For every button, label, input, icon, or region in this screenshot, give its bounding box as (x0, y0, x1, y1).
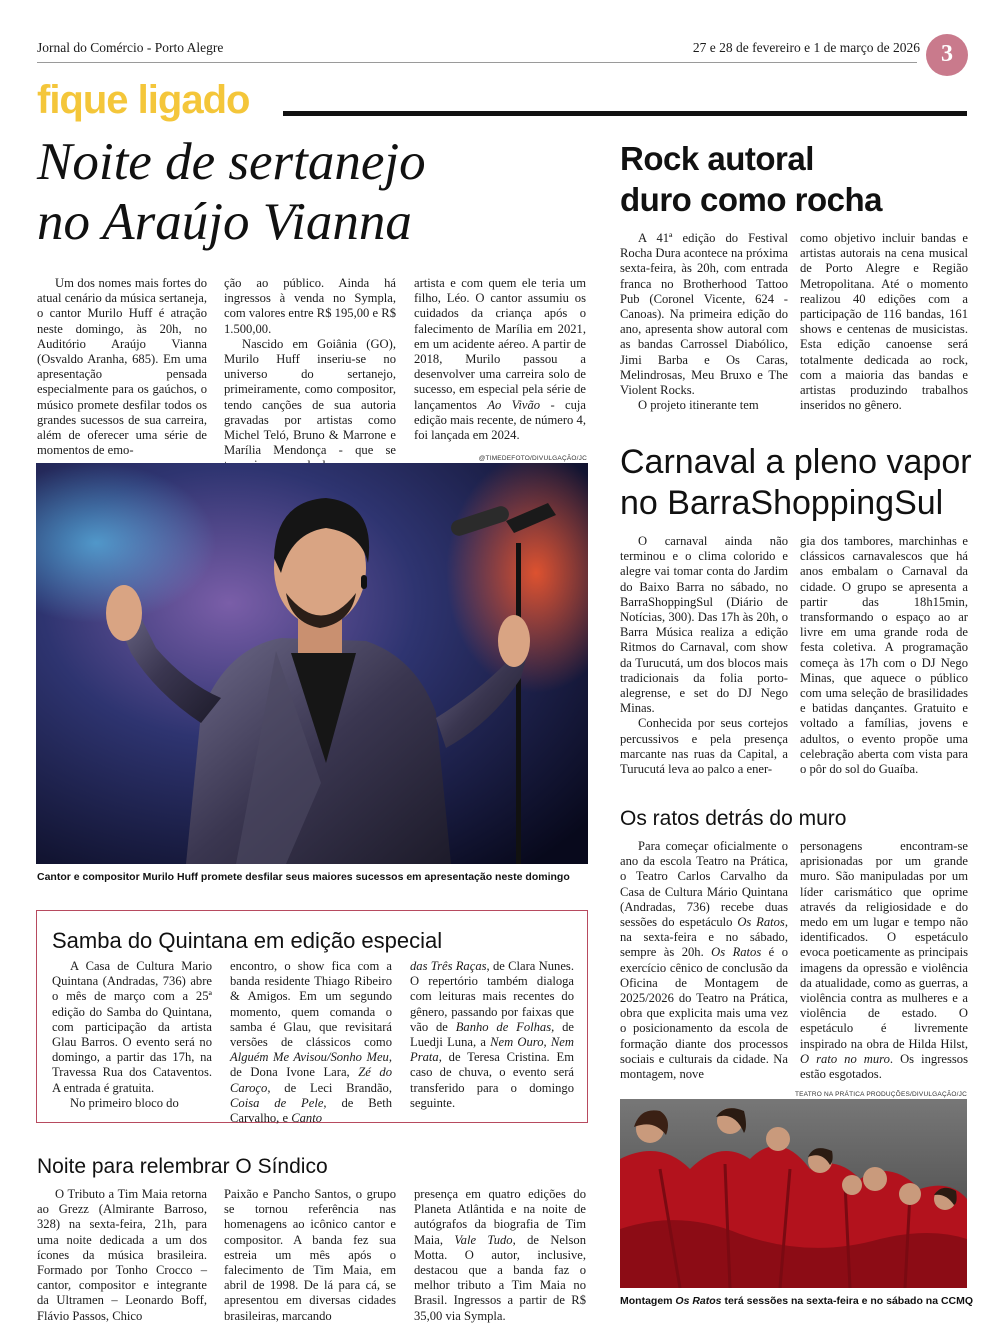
main-photo (36, 463, 588, 864)
samba-headline: Samba do Quintana em edição especial (52, 928, 443, 953)
sindico-story-paragraph: O Tributo a Tim Maia retorna ao Grezz (Almirante Barroso, 328) na sexta-feira, 21h, para uma noite dedicada a um dos ícones da música brasileira. Formado por Tonho Crocco – cantor, compositor e integrante da Ultramen – Leonardo Boff, Flávio Passos, Chico (37, 1187, 207, 1323)
ratos-photo-credit: TEATRO NA PRÁTICA PRODUÇÕES/DIVULGAÇÃO/JC (794, 1091, 967, 1098)
ratos-story-paragraph: personagens encontram-se aprisionadas por um grande muro. São manipuladas por um líder carismático que oprime através da religiosidade e do medo em um lugar e tempo não identificados. O espetáculo evoca poeticamente as principais imagens da opressão e violência da atualidade, como as guerras, a violência contra as mulheres e a violência de estado. O espetáculo é livremente inspirado na obra de Hilda Hilst, O rato no muro. Os ingressos estão esgotados. (800, 839, 968, 1082)
carnaval-headline (620, 442, 980, 524)
rock-story-paragraph: como objetivo incluir bandas e artistas autorais na cena musical de Porto Alegre e Região Metropolitana. Até o momento realizou 40 edições com a participação de 116 bandas, 161 shows e centenas de musicistas. Esta edição canoense será totalmente dedicada ao rock, com a maioria das bandas e artistas produzindo trabalhos inseridos no gênero. (800, 231, 968, 413)
main-story-column-1 (37, 276, 207, 458)
singer-photo-illustration (36, 463, 588, 864)
section-kicker: fique ligado (37, 78, 250, 122)
rock-story-paragraph: A 41ª edição do Festival Rocha Dura acontece na próxima sexta-feira, às 20h, com entrada franca no Brotherhood Tattoo Pub (Coronel Vicente, 624 - Canoas). Na primeira edição do ano, apresenta show autoral com as bandas Carrossel Diabólico, Jimi Barba e Os Caras, Melindrosas, Meu Bruxo e The Violent Rocks. (620, 231, 788, 398)
carnaval-story-paragraph: O carnaval ainda não terminou e o clima colorido e alegre vai tomar conta do Jardim do Baixo Barra no sábado, no BarraShoppingSul (Diário de Notícias, 300). Das 17h às 20h, o Barra Música realiza a edição Ritmos do Carnaval, com show da Turucutá, um dos blocos mais tradicionais da folia porto-alegrense, e set do DJ Nego Minas. (620, 534, 788, 716)
main-photo-caption: Cantor e compositor Murilo Huff promete desfilar seus maiores sucessos em apresentação neste domingo (37, 871, 570, 883)
ratos-story-column-1 (620, 839, 788, 1082)
carnaval-story-paragraph: Conhecida por seus cortejos percussivos e pela presença marcante nas ruas da Capital, a Turucutá leva ao palco a ener- (620, 716, 788, 777)
page-number-badge: 3 (926, 34, 968, 76)
samba-story-paragraph: encontro, o show fica com a banda residente Thiago Ribeiro & Amigos. Em um segundo momento, quem comanda o samba é Glau, que revisitará versões de clássicos como Alguém Me Avisou/Sonho Meu, de Dona Ivone Lara, Zé do Caroço, de Leci Brandão, Coisa de Pele, de Beth Carvalho, e Canto (230, 959, 393, 1126)
header-divider (37, 62, 917, 63)
samba-story-column-3 (410, 959, 574, 1111)
rock-story-paragraph: O projeto itinerante tem (638, 398, 759, 413)
rock-headline (620, 138, 960, 220)
rock-story-column-2 (800, 231, 968, 413)
main-story-paragraph: artista e com quem ele teria um filho, Léo. O cantor assumiu os cuidados da criança após o falecimento de Marília em 2021, em um acidente aéreo. A partir de 2018, Murilo passou a desenvolver uma carreira solo de sucesso, em especial pela série de lançamentos Ao Vivão - cuja edição mais recente, de número 4, foi lançada em 2024. (414, 276, 587, 443)
sindico-headline: Noite para relembrar O Síndico (37, 1155, 328, 1178)
samba-story-column-2 (230, 959, 392, 1126)
ratos-headline: Os ratos detrás do muro (620, 807, 847, 830)
samba-story-paragraph: das Três Raças, de Clara Nunes. O repertório também dialoga com leituras mais recentes do gênero, passando por faixas que vão de Banho de Folhas, de Luedji Luna, a Nem Ouro, Nem Prata, de Teresa Cristina. Em caso de chuva, o evento será transferido para o domingo seguinte. (410, 959, 574, 1110)
main-story-paragraph: ção ao público. Ainda há ingressos à venda no Sympla, com valores entre R$ 195,00 e R$ 1.500,00. (224, 276, 396, 336)
rock-headline-line1: Rock autoral (620, 140, 814, 177)
carnaval-story-column-1 (620, 534, 788, 777)
ratos-photo (620, 1099, 967, 1288)
samba-story-paragraph: No primeiro bloco do (70, 1095, 179, 1110)
sindico-story-column-1 (37, 1187, 207, 1324)
rock-headline-line2: duro como rocha (620, 181, 883, 218)
ratos-story-column-2 (800, 839, 968, 1082)
sindico-story-column-3 (414, 1187, 586, 1324)
main-photo-credit: @TIMEDEFOTO/DIVULGAÇÃO/JC (478, 455, 587, 462)
carnaval-headline-line2: no BarraShoppingSul (620, 484, 944, 522)
main-story-column-3 (414, 276, 586, 443)
rock-story-column-1 (620, 231, 788, 413)
ratos-story-paragraph: Para começar oficialmente o ano da escola Teatro na Prática, o Teatro Carlos Carvalho da Casa de Cultura Mário Quintana (Andradas, 736) recebe duas sessões do espetáculo Os Ratos, na sexta-feira e no sábado, sempre às 20h. Os Ratos é o exercício cênico de conclusão da Oficina de Montagem de 2025/2026 do Teatro na Prática, obra que explicita mais uma vez o posicionamento da escola de formação diante dos processos sociais e culturais da cidade. Na montagem, nove (620, 839, 788, 1082)
carnaval-story-column-2 (800, 534, 968, 777)
section-rule (283, 111, 967, 116)
sindico-story-paragraph: presença em quatro edições do Planeta Atlântida e na noite de autógrafos da biografia de Tim Maia, Vale Tudo, de Nelson Motta. O autor, inclusive, destacou que a banda faz o melhor tributo a Tim Maia no Brasil. Ingressos a partir de R$ 35,00 via Sympla. (414, 1187, 587, 1323)
carnaval-headline-line1: Carnaval a pleno vapor (620, 443, 972, 481)
main-headline (37, 132, 597, 252)
publication-name: Jornal do Comércio - Porto Alegre (37, 40, 224, 55)
main-story-paragraph: Um dos nomes mais fortes do atual cenário da música sertaneja, o cantor Murilo Huff é atração neste domingo, às 20h, no Auditório Araújo Vianna (Osvaldo Aranha, 685). Em uma apresentação pensada especialmente para os gaúchos, o músico promete desfilar todos os grandes sucessos de sua carreira, além de oferecer uma série de momentos de emo- (37, 276, 207, 458)
sindico-story-column-2 (224, 1187, 396, 1324)
samba-story-column-1 (52, 959, 212, 1111)
sindico-story-paragraph: Paixão e Pancho Santos, o grupo se tornou referência nas homenagens ao icônico cantor e compositor. A banda fez sua estreia um mês após o falecimento de Tim Maia, em abril de 1998. De lá para cá, se apresentou em diversas cidades brasileiras, marcando (224, 1187, 396, 1323)
main-story-paragraph: Nascido em Goiânia (GO), Murilo Huff inseriu-se no universo do sertanejo, primeiramente, como compositor, tendo canções de sua autoria gravadas por artistas como Michel Teló, Bruno & Marrone e Marília Mendonça - que se (224, 336, 396, 458)
theatre-photo-illustration (620, 1099, 967, 1288)
main-headline-line2: no Araújo Vianna (37, 193, 412, 251)
carnaval-story-paragraph: gia dos tambores, marchinhas e clássicos carnavalescos que há anos embalam o Carnaval da cidade. O grupo se apresenta a partir das 18h15min, transformando o espaço ao ar livre em uma grande roda de festa coletiva. A programação começa às 17h com o DJ Nego Minas, que aquece o público com uma seleção de brasilidades e batidas dançantes. Gratuito e voltado a famílias, jovens e adultos, o evento propõe uma celebração aberta com vista para o pôr do sol do Guaíba. (800, 534, 968, 777)
main-story-column-2 (224, 276, 396, 474)
samba-story-paragraph: A Casa de Cultura Mario Quintana (Andradas, 736) abre o mês de março com a 25ª edição do Samba do Quintana, com participação da artista Glau Barros. O evento será no domingo, a partir das 17h, na Travessa Rua dos Cataventos. A entrada é gratuita. (52, 959, 212, 1095)
main-headline-line1: Noite de sertanejo (37, 133, 426, 191)
issue-date: 27 e 28 de fevereiro e 1 de março de 2026 (692, 40, 920, 55)
ratos-photo-caption: Montagem Os Ratos terá sessões na sexta-feira e no sábado na CCMQ (620, 1295, 974, 1307)
